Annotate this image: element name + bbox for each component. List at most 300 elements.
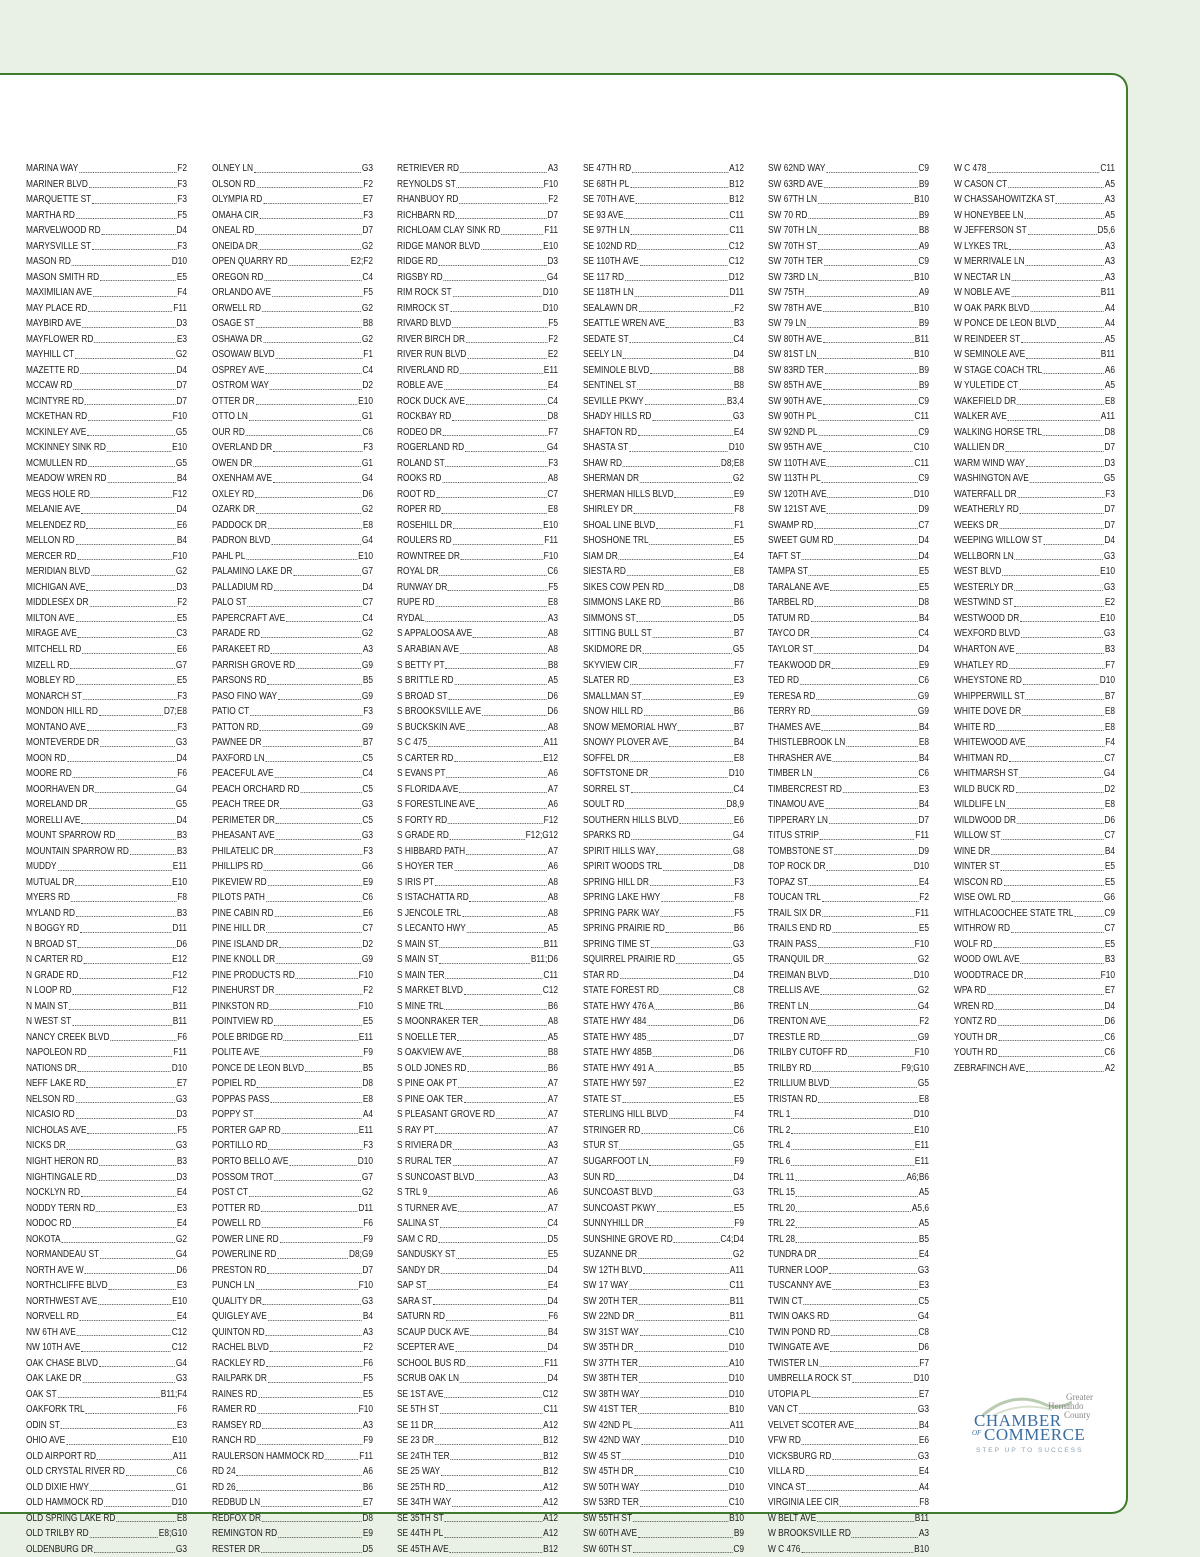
grid-reference: D8	[362, 1512, 374, 1524]
dot-leader	[817, 420, 913, 421]
street-index-entry	[26, 270, 187, 286]
grid-reference: E4	[547, 1280, 559, 1292]
street-index-entry	[768, 1216, 929, 1232]
street-name: SOUTHERN HILLS BLVD	[583, 814, 679, 826]
grid-reference: D10	[913, 861, 930, 873]
street-name: SE 5TH ST	[397, 1404, 440, 1416]
street-name: SHAFTON RD	[583, 426, 638, 438]
street-name: SPIRIT WOODS TRL	[583, 861, 663, 873]
grid-reference: F7	[548, 426, 559, 438]
dot-leader	[630, 342, 733, 343]
dot-leader	[632, 172, 728, 173]
dot-leader	[1014, 606, 1104, 607]
street-name: S HIBBARD PATH	[397, 845, 466, 857]
grid-reference: A7	[547, 1109, 559, 1121]
grid-reference: E2	[1104, 597, 1116, 609]
dot-leader	[678, 730, 733, 731]
street-name: RAMSEY RD	[212, 1419, 262, 1431]
grid-reference: B4	[733, 737, 745, 749]
street-index-entry	[26, 983, 187, 999]
street-index-entry	[768, 704, 929, 720]
street-name: OLDENBURG DR	[26, 1543, 94, 1555]
street-name: ODIN ST	[26, 1419, 60, 1431]
street-index-entry	[26, 1076, 187, 1092]
street-name: PHEASANT AVE	[212, 830, 275, 842]
street-name: W HONEYBEE LN	[954, 209, 1024, 221]
street-name: SW 53RD TER	[583, 1497, 639, 1509]
street-name: ORLANDO AVE	[212, 287, 272, 299]
street-index-entry	[212, 751, 373, 767]
street-name: SE 93 AVE	[583, 209, 624, 221]
grid-reference: D7	[1104, 442, 1116, 454]
street-name: RETRIEVER RD	[397, 163, 460, 174]
street-index-entry	[26, 409, 187, 425]
street-name: PINE CABIN RD	[212, 907, 274, 919]
street-name: S EVANS PT	[397, 768, 446, 780]
grid-reference: B8	[733, 380, 745, 392]
street-name: TRL 2	[768, 1124, 791, 1136]
street-index-entry	[768, 658, 929, 674]
grid-reference: D8;E8	[720, 457, 745, 469]
dot-leader	[630, 684, 733, 685]
street-name: UTOPIA PL	[768, 1388, 811, 1400]
street-index-entry	[212, 1123, 373, 1139]
street-index-entry	[26, 1387, 187, 1403]
street-index-entry	[768, 1232, 929, 1248]
street-index-entry	[212, 177, 373, 193]
street-name: S BETTY PT	[397, 659, 445, 671]
street-name: WISCON RD	[954, 876, 1003, 888]
dot-leader	[265, 373, 361, 374]
dot-leader	[460, 172, 547, 173]
street-name: STRINGER RD	[583, 1124, 641, 1136]
dot-leader	[823, 404, 918, 405]
grid-reference: E5	[733, 535, 745, 547]
street-name: WATERFALL DR	[954, 488, 1017, 500]
dot-leader	[643, 653, 732, 654]
street-name: W JEFFERSON ST	[954, 225, 1027, 237]
grid-reference: D10	[728, 1450, 745, 1462]
grid-reference: E9	[733, 488, 745, 500]
street-index-entry	[26, 239, 187, 255]
street-index-entry	[583, 1123, 744, 1139]
dot-leader	[829, 823, 918, 824]
street-name: STATE FOREST RD	[583, 985, 659, 997]
dot-leader	[1019, 777, 1103, 778]
grid-reference: A11	[729, 1419, 745, 1431]
street-index-entry	[583, 1340, 744, 1356]
dot-leader	[650, 373, 733, 374]
grid-reference: A6	[547, 768, 559, 780]
street-name: TOUCAN TRL	[768, 892, 821, 904]
street-index-entry	[583, 192, 744, 208]
street-index-entry	[583, 1449, 744, 1465]
grid-reference: C9	[918, 473, 930, 485]
dot-leader	[809, 885, 918, 886]
dot-leader	[76, 684, 176, 685]
dot-leader	[821, 482, 917, 483]
dot-leader	[811, 621, 918, 622]
street-index-column-4	[583, 161, 744, 1557]
grid-reference: A5	[547, 1031, 559, 1043]
grid-reference: G5	[732, 954, 745, 966]
dot-leader	[448, 823, 543, 824]
street-name: TWISTER LN	[768, 1357, 819, 1369]
grid-reference: F3	[177, 194, 188, 206]
street-index-entry	[583, 409, 744, 425]
dot-leader	[1028, 234, 1097, 235]
street-name: QUIGLEY AVE	[212, 1311, 267, 1323]
street-name: OLSON RD	[212, 178, 256, 190]
street-name: PERIMETER DR	[212, 814, 275, 826]
dot-leader	[255, 497, 362, 498]
dot-leader	[262, 1428, 362, 1429]
street-name: TURNER LOOP	[768, 1264, 829, 1276]
dot-leader	[110, 1040, 176, 1041]
dot-leader	[653, 1056, 733, 1057]
street-index-entry	[954, 906, 1115, 922]
street-index-entry	[768, 1325, 929, 1341]
dot-leader	[636, 203, 729, 204]
street-name: W C 478	[954, 163, 987, 174]
street-index-entry	[768, 999, 929, 1015]
street-index-entry	[768, 332, 929, 348]
grid-reference: F2	[177, 163, 188, 174]
grid-reference: A5	[1104, 333, 1116, 345]
street-index-entry	[26, 316, 187, 332]
street-index-entry	[954, 456, 1115, 472]
dot-leader	[625, 280, 728, 281]
street-name: POSSOM TROT	[212, 1171, 274, 1183]
dot-leader	[275, 994, 362, 995]
street-index-entry	[212, 1526, 373, 1542]
street-index-entry	[397, 626, 558, 642]
dot-leader	[57, 870, 172, 871]
grid-reference: D6	[547, 706, 559, 718]
grid-reference: A8	[547, 907, 559, 919]
dot-leader	[99, 1165, 176, 1166]
street-index-entry	[954, 890, 1115, 906]
street-index-entry	[583, 316, 744, 332]
street-index-column-1	[26, 161, 187, 1557]
grid-reference: E8	[918, 737, 930, 749]
street-index-entry	[583, 456, 744, 472]
grid-reference: D11	[172, 923, 188, 935]
grid-reference: C7	[547, 488, 559, 500]
dot-leader	[473, 637, 547, 638]
street-index-entry	[212, 425, 373, 441]
street-name: SEALAWN DR	[583, 302, 638, 314]
street-index-entry	[397, 642, 558, 658]
street-index-entry	[26, 1092, 187, 1108]
grid-reference: F6	[177, 1031, 188, 1043]
street-name: TIMBER LN	[768, 768, 813, 780]
grid-reference: C9	[733, 1543, 745, 1555]
grid-reference: B5	[362, 1062, 374, 1074]
grid-reference: E6	[176, 643, 188, 655]
dot-leader	[827, 1025, 919, 1026]
street-name: PALAMINO LAKE DR	[212, 566, 293, 578]
street-index-entry	[212, 487, 373, 503]
grid-reference: B10	[914, 194, 930, 206]
street-index-entry	[397, 1107, 558, 1123]
grid-reference: A12	[543, 1497, 559, 1509]
street-index-entry	[212, 1014, 373, 1030]
street-name: TRL 1	[768, 1109, 791, 1121]
street-name: PARAKEET RD	[212, 643, 271, 655]
street-name: REYNOLDS ST	[397, 178, 456, 190]
grid-reference: B4	[918, 799, 930, 811]
dot-leader	[1019, 389, 1104, 390]
street-index-entry	[397, 921, 558, 937]
street-index-entry	[954, 766, 1115, 782]
grid-reference: F5	[363, 1373, 374, 1385]
street-name: SW 92ND PL	[768, 426, 818, 438]
grid-reference: D2	[1104, 783, 1116, 795]
street-name: PONCE DE LEON BLVD	[212, 1062, 304, 1074]
street-name: SW 67TH LN	[768, 194, 818, 206]
street-index-entry	[26, 1511, 187, 1527]
dot-leader	[270, 1009, 358, 1010]
street-index-entry	[397, 177, 558, 193]
dot-leader	[481, 249, 542, 250]
dot-leader	[631, 234, 729, 235]
street-index-entry	[768, 1154, 929, 1170]
street-index-entry	[583, 952, 744, 968]
street-name: SW 62ND WAY	[768, 163, 826, 174]
grid-reference: C11	[729, 1280, 745, 1292]
street-name: OPEN QUARRY RD	[212, 256, 288, 268]
grid-reference: F1	[363, 349, 374, 361]
street-name: SW 110TH AVE	[768, 457, 827, 469]
street-index-entry	[583, 782, 744, 798]
grid-reference: E5	[362, 1388, 374, 1400]
street-name: YONTZ RD	[954, 1016, 997, 1028]
street-index-entry	[583, 378, 744, 394]
dot-leader	[80, 1320, 176, 1321]
grid-reference: D7	[547, 209, 559, 221]
street-index-entry	[26, 999, 187, 1015]
dot-leader	[629, 1289, 728, 1290]
street-index-entry	[583, 502, 744, 518]
street-name: SW 45TH DR	[583, 1466, 634, 1478]
grid-reference: F12	[543, 814, 559, 826]
grid-reference: F12	[172, 488, 188, 500]
street-index-entry	[26, 1107, 187, 1123]
grid-reference: D10	[357, 1156, 374, 1167]
grid-reference: D3	[1104, 457, 1116, 469]
street-index-entry	[212, 1449, 373, 1465]
grid-reference: C11	[1100, 163, 1116, 174]
dot-leader	[260, 1056, 362, 1057]
dot-leader	[1001, 870, 1104, 871]
grid-reference: D4	[176, 225, 188, 237]
grid-reference: D7	[918, 814, 930, 826]
dot-leader	[640, 265, 728, 266]
street-name: SE 34TH WAY	[397, 1497, 452, 1509]
street-index-entry	[397, 1263, 558, 1279]
dot-leader	[458, 1211, 547, 1212]
dot-leader	[95, 792, 175, 793]
dot-leader	[100, 280, 176, 281]
street-index-entry	[26, 1495, 187, 1511]
street-index-entry	[583, 689, 744, 705]
grid-reference: G3	[361, 799, 374, 811]
grid-reference: E3	[918, 783, 930, 795]
dot-leader	[89, 187, 177, 188]
dot-leader	[641, 1444, 728, 1445]
street-name: MERCER RD	[26, 550, 77, 562]
dot-leader	[666, 327, 733, 328]
street-name: SHOSHONE TRL	[583, 535, 649, 547]
dot-leader	[452, 1506, 542, 1507]
street-index-entry	[397, 518, 558, 534]
dot-leader	[72, 1227, 176, 1228]
street-name: TRILBY RD	[768, 1062, 812, 1074]
dot-leader	[263, 1304, 361, 1305]
street-index-entry	[768, 1247, 929, 1263]
street-name: ROCKBAY RD	[397, 411, 452, 423]
grid-reference: D8	[547, 411, 559, 423]
street-name: TRENT LN	[768, 1000, 809, 1012]
street-index-entry	[212, 1542, 373, 1557]
dot-leader	[834, 544, 917, 545]
street-name: W STAGE COACH TRL	[954, 364, 1043, 376]
street-index-entry	[954, 1045, 1115, 1061]
dot-leader	[452, 1165, 546, 1166]
grid-reference: D10	[728, 1388, 745, 1400]
dot-leader	[87, 528, 176, 529]
dot-leader	[274, 590, 362, 591]
street-name: SW 17 WAY	[583, 1280, 629, 1292]
grid-reference: B3,4	[726, 395, 745, 407]
grid-reference: D10	[913, 1109, 930, 1121]
street-name: PUNCH LN	[212, 1280, 255, 1292]
street-index-entry	[583, 270, 744, 286]
street-name: SW 75TH	[768, 287, 805, 299]
street-index-entry	[26, 658, 187, 674]
dot-leader	[1003, 885, 1103, 886]
street-index-entry	[397, 533, 558, 549]
grid-reference: G2	[917, 985, 930, 997]
dot-leader	[807, 327, 918, 328]
dot-leader	[255, 234, 361, 235]
street-name: SE 35TH ST	[397, 1512, 444, 1524]
dot-leader	[76, 916, 176, 917]
street-name: TOMBSTONE ST	[768, 845, 834, 857]
street-name: SW 120TH AVE	[768, 488, 827, 500]
street-name: SEELY LN	[583, 349, 623, 361]
street-index-entry	[768, 1170, 929, 1186]
dot-leader	[819, 1366, 918, 1367]
dot-leader	[795, 1180, 905, 1181]
street-name: TRAILS END RD	[768, 923, 832, 935]
dot-leader	[77, 1335, 171, 1336]
grid-reference: D10	[913, 488, 930, 500]
street-index-entry	[954, 533, 1115, 549]
dot-leader	[296, 668, 361, 669]
street-name: S CARTER RD	[397, 752, 454, 764]
grid-reference: F8	[734, 892, 745, 904]
street-index-entry	[954, 983, 1115, 999]
street-index-entry	[397, 704, 558, 720]
grid-reference: B8	[547, 1047, 559, 1059]
dot-leader	[92, 249, 176, 250]
dot-leader	[274, 854, 362, 855]
street-index-entry	[397, 1526, 558, 1542]
street-name: RYDAL	[397, 612, 425, 624]
street-name: SPRING TIME ST	[583, 938, 650, 950]
grid-reference: F11	[915, 830, 930, 842]
street-index-entry	[583, 363, 744, 379]
street-name: MELANIE AVE	[26, 504, 81, 516]
street-name: SUNCOAST BLVD	[583, 1187, 653, 1199]
dot-leader	[444, 1537, 542, 1538]
dot-leader	[288, 265, 349, 266]
street-name: SW 60TH ST	[583, 1543, 633, 1555]
street-name: TWIN CT	[768, 1295, 803, 1307]
street-name: PORTER GAP RD	[212, 1124, 281, 1136]
street-name: PINE HILL DR	[212, 923, 266, 935]
dot-leader	[796, 1196, 918, 1197]
dot-leader	[108, 1289, 175, 1290]
dot-leader	[249, 1196, 361, 1197]
logo-text-greater: Greater	[1066, 1392, 1093, 1402]
dot-leader	[441, 1475, 542, 1476]
grid-reference: D10	[913, 1373, 930, 1385]
street-index-entry	[954, 192, 1115, 208]
street-index-entry	[954, 1061, 1115, 1077]
street-index-entry	[26, 1278, 187, 1294]
dot-leader	[433, 1304, 546, 1305]
street-index-entry	[397, 316, 558, 332]
grid-reference: B11	[172, 1016, 188, 1028]
street-name: MARYSVILLE ST	[26, 240, 92, 252]
street-index-entry	[583, 1526, 744, 1542]
dot-leader	[1023, 684, 1099, 685]
street-name: S FORTY RD	[397, 814, 448, 826]
grid-reference: D6	[918, 1342, 930, 1354]
dot-leader	[445, 668, 547, 669]
street-index-entry	[26, 1294, 187, 1310]
street-name: RIM ROCK ST	[397, 287, 452, 299]
dot-leader	[270, 389, 362, 390]
street-index-column-5	[768, 161, 929, 1557]
dot-leader	[75, 621, 175, 622]
street-name: ROYAL DR	[397, 566, 439, 578]
street-name: W OAK PARK BLVD	[954, 302, 1030, 314]
street-name: SW 41ST TER	[583, 1404, 638, 1416]
dot-leader	[800, 684, 918, 685]
street-index-entry	[212, 1092, 373, 1108]
street-index-entry	[583, 1061, 744, 1077]
street-name: TARALANE AVE	[768, 581, 830, 593]
dot-leader	[995, 1009, 1104, 1010]
grid-reference: C4	[362, 768, 374, 780]
grid-reference: B10	[914, 349, 930, 361]
dot-leader	[87, 730, 177, 731]
street-index-entry	[768, 316, 929, 332]
grid-reference: F10	[172, 411, 188, 423]
street-index-entry	[397, 378, 558, 394]
dot-leader	[647, 1040, 732, 1041]
street-name: N MAIN ST	[26, 1000, 69, 1012]
street-name: WESTWIND ST	[954, 597, 1014, 609]
street-index-entry	[954, 223, 1115, 239]
grid-reference: C5	[362, 814, 374, 826]
street-index-entry	[583, 347, 744, 363]
street-name: MASON SMITH RD	[26, 271, 100, 283]
